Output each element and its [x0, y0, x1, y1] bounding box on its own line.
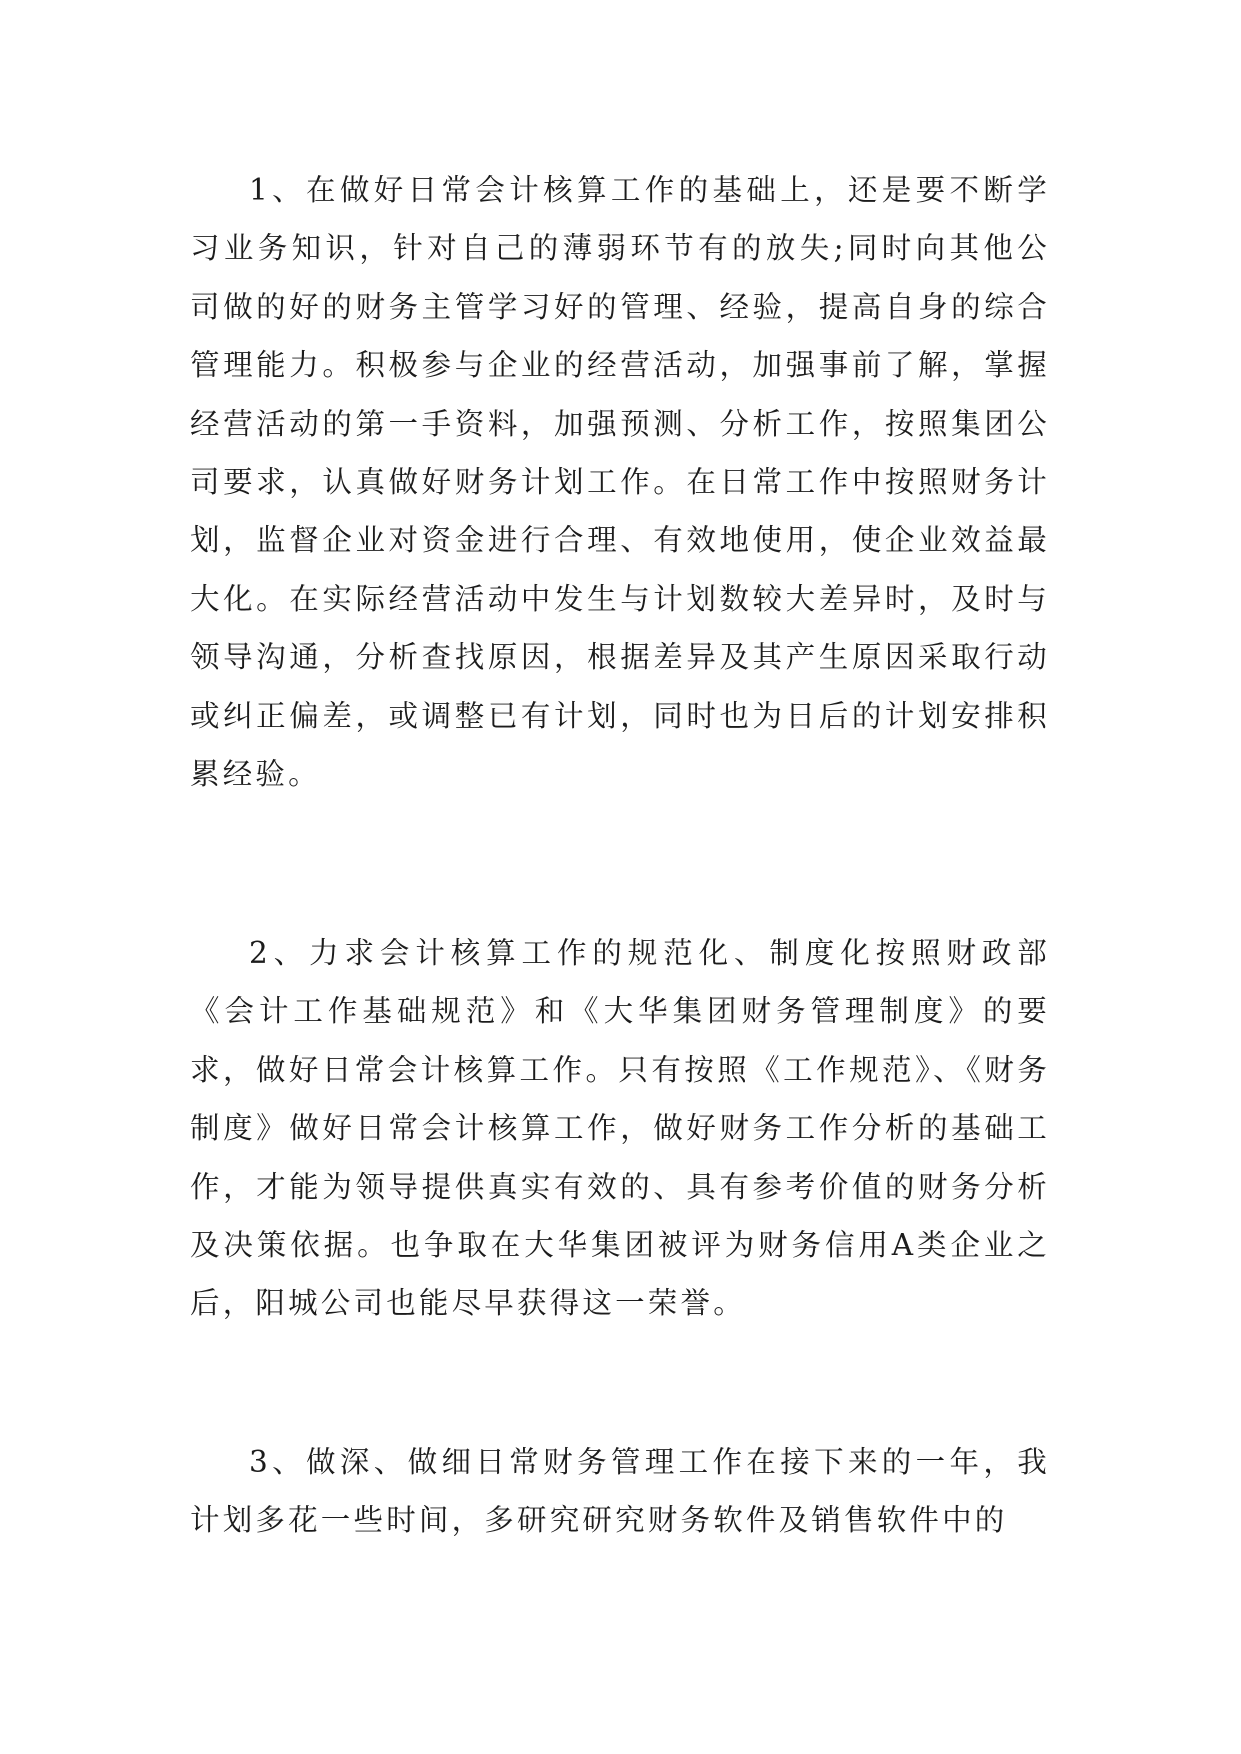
paragraph-3: 3、做深、做细日常财务管理工作在接下来的一年，我计划多花一些时间，多研究研究财务软件及销售软件中的	[190, 1445, 1050, 1538]
paragraph-1: 1、在做好日常会计核算工作的基础上，还是要不断学习业务知识，针对自己的薄弱环节有的放失;同时向其他公司做的好的财务主管学习好的管理、经验，提高自身的综合管理能力。积极参与企业的经营活动，加强事前了解，掌握经营活动的第一手资料，加强预测、分析工作，按照集团公司要求，认真做好财务计划工作。在日常工作中按照财务计划，监督企业对资金进行合理、有效地使用，使企业效益最大化。在实际经营活动中发生与计划数较大差异时，及时与领导沟通，分析查找原因，根据差异及其产生原因采取行动或纠正偏差，或调整已有计划，同时也为日后的计划安排积累经验。	[190, 173, 1050, 792]
paragraph-2: 2、力求会计核算工作的规范化、制度化按照财政部《会计工作基础规范》和《大华集团财务管理制度》的要求，做好日常会计核算工作。只有按照《工作规范》、《财务制度》做好日常会计核算工作，做好财务工作分析的基础工作，才能为领导提供真实有效的、具有参考价值的财务分析及决策依据。也争取在大华集团被评为财务信用A类企业之后，阳城公司也能尽早获得这一荣誉。	[190, 936, 1050, 1321]
